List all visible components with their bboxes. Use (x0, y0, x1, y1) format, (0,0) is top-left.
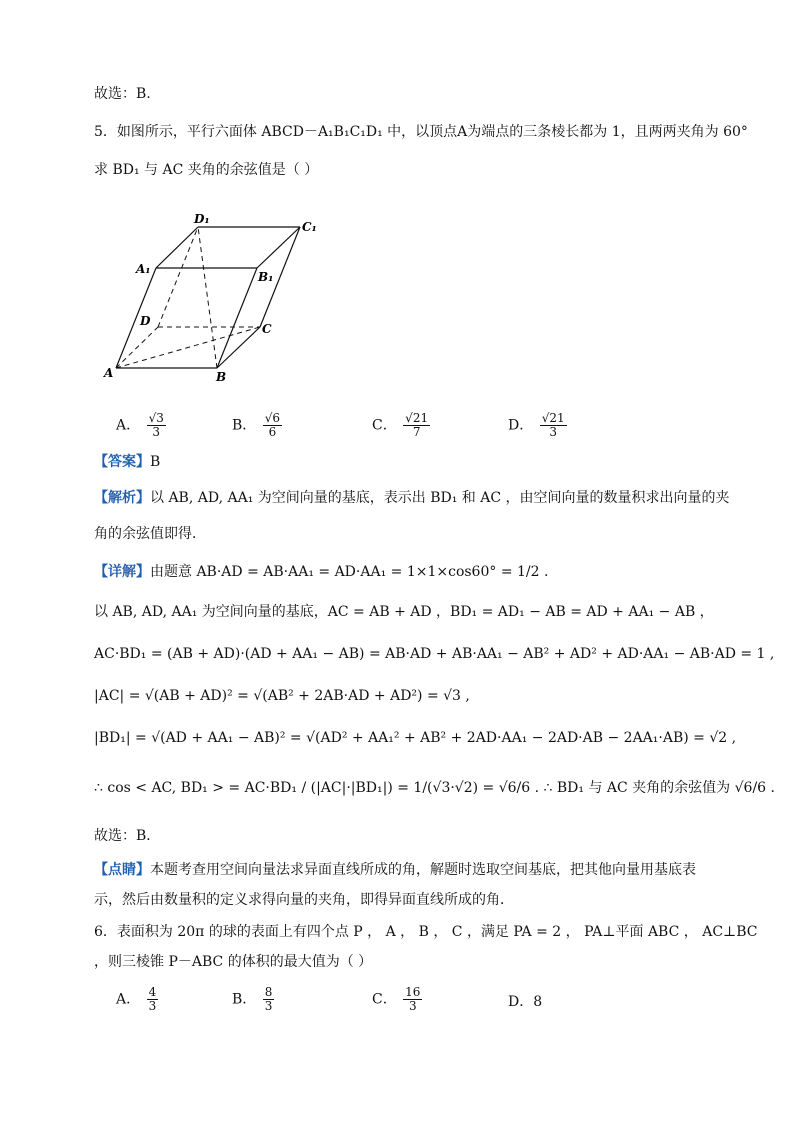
answer-tag: 【答案】 (94, 454, 150, 470)
q5-detail-5: |BD₁| = √(AD + AA₁ − AB)² = √(AD² + AA₁² + AB² + 2AD·AA₁ − 2AD·AB − 2AA₁·AB) = √2 , (94, 730, 737, 746)
q5-stem-line1: 5．如图所示，平行六面体 ABCD－A₁B₁C₁D₁ 中，以顶点A为端点的三条棱长都为 1，且两两夹角为 60° (94, 124, 748, 140)
label-D1: D₁ (194, 212, 210, 226)
q5-detail-3: AC·BD₁ = (AB + AD)·(AD + AA₁ − AB) = AB·AD + AB·AA₁ − AB² + AD² + AD·AA₁ − AB·AD = 1 , (94, 646, 775, 662)
q6-option-b[interactable]: B． $\frac{8}{3}$ (232, 985, 273, 1013)
q5-analysis-line2: 角的余弦值即得． (94, 526, 206, 542)
label-C1: C₁ (302, 220, 317, 234)
analysis-tag: 【解析】 (94, 490, 150, 506)
label-B: B (216, 370, 227, 384)
q5-option-b[interactable]: B． $\frac{√6}{6}$ (232, 411, 281, 439)
prev-answer: 故选：B. (94, 86, 151, 102)
q5-comment-line2: 示，然后由数量积的定义求得向量的夹角，即得异面直线所成的角． (94, 892, 514, 908)
q5-detail-2: 以 AB, AD, AA₁ 为空间向量的基底，AC = AB + AD ，BD₁ = AD₁ − AB = AD + AA₁ − AB ， (94, 604, 714, 620)
q5-answer-line (94, 452, 160, 472)
answer-value: B (150, 454, 161, 470)
q6-stem-line1: 6．表面积为 20π 的球的表面上有四个点 P ， A ， B ， C ，满足 PA = 2 ， PA⊥平面 ABC ， AC⊥BC (94, 924, 758, 940)
q5-final: 故选：B． (94, 828, 161, 844)
q6-option-d[interactable]: D．8 (508, 994, 543, 1010)
q5-option-a[interactable]: A． $\frac{√3}{3}$ (116, 411, 164, 439)
q5-detail-4: |AC| = √(AB + AD)² = √(AB² + 2AB·AD + AD²) = √3 , (94, 688, 470, 704)
q6-stem-line2: ，则三棱锥 P－ABC 的体积的最大值为（ ） (94, 954, 373, 970)
q5-option-c[interactable]: C． $\frac{√21}{7}$ (372, 411, 429, 439)
q5-detail-6: ∴ cos < AC, BD₁ > = AC·BD₁ / (|AC|·|BD₁|) = 1/(√3·√2) = √6/6 . ∴ BD₁ 与 AC 夹角的余弦值为 √6/6 . (94, 780, 775, 796)
label-A1: A₁ (136, 262, 151, 276)
parallelepiped-figure (100, 205, 340, 389)
q5-comment-line1: 【点睛】本题考查用空间向量法求异面直线所成的角，解题时选取空间基底，把其他向量用基底表 (94, 862, 696, 878)
label-D: D (140, 314, 151, 328)
q5-stem-line2: 求 BD₁ 与 AC 夹角的余弦值是（ ） (94, 162, 319, 178)
q5-option-d[interactable]: D． $\frac{√21}{3}$ (508, 411, 565, 439)
label-B1: B₁ (258, 270, 274, 284)
q6-option-a[interactable]: A． $\frac{4}{3}$ (116, 985, 157, 1013)
comment-tag: 【点睛】 (94, 862, 150, 878)
q5-analysis-line1: 【解析】以 AB, AD, AA₁ 为空间向量的基底，表示出 BD₁ 和 AC ，由空间向量的数量积求出向量的夹 (94, 490, 730, 506)
label-C: C (262, 322, 272, 336)
q6-option-c[interactable]: C． $\frac{16}{3}$ (372, 985, 421, 1013)
q5-detail-1: 【详解】由题意 AB·AD = AB·AA₁ = AD·AA₁ = 1×1×cos60° = 1/2 . (94, 564, 549, 580)
detail-tag: 【详解】 (94, 564, 150, 580)
label-A: A (104, 366, 114, 380)
